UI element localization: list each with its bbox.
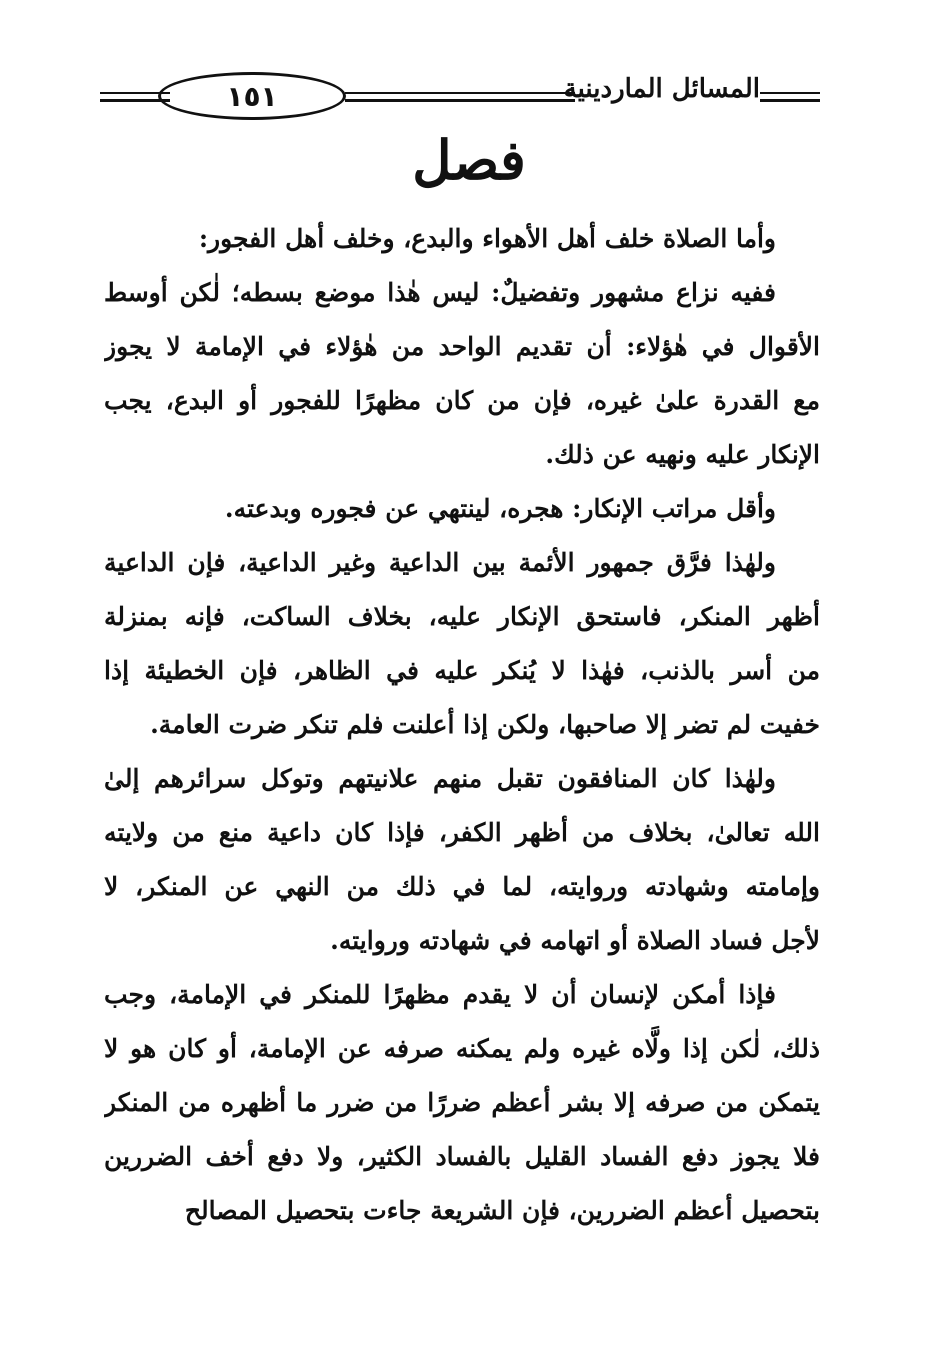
- page-number: ١٥١: [226, 79, 278, 113]
- paragraph: [104, 266, 820, 482]
- text-line: مع القدرة علىٰ غيره، فإن من كان مظهرًا للفجور أو البدع، يجب: [104, 386, 820, 415]
- running-header: [100, 72, 820, 128]
- text-line: ولهٰذا فرَّق جمهور الأئمة بين الداعية وغير الداعية، فإن الداعية: [104, 548, 776, 577]
- text-line: وأقل مراتب الإنكار: هجره، لينتهي عن فجوره وبدعته.: [224, 494, 776, 523]
- paragraph: [104, 752, 820, 968]
- text-line: ففيه نزاع مشهور وتفضيلٌ: ليس هٰذا موضع بسطه؛ لٰكن أوسط: [104, 278, 776, 307]
- header-rule-right: [760, 92, 820, 94]
- text-line: الإنكار عليه ونهيه عن ذلك.: [545, 440, 820, 469]
- text-line: فإذا أمكن لإنسان أن لا يقدم مظهرًا للمنكر في الإمامة، وجب: [104, 980, 776, 1009]
- section-heading: فصل: [412, 128, 526, 192]
- page-number-oval: [158, 72, 346, 120]
- text-line: أظهر المنكر، فاستحق الإنكار عليه، بخلاف الساكت، فإنه بمنزلة: [104, 602, 820, 631]
- text-line: ذلك، لٰكن إذا ولَّاه غيره ولم يمكنه صرفه عن الإمامة، أو كان هو لا: [104, 1034, 820, 1063]
- text-line: وإمامته وشهادته وروايته، لما في ذلك من النهي عن المنكر، لا: [104, 872, 820, 901]
- paragraph: [104, 482, 820, 536]
- header-rule-middle: [345, 92, 575, 94]
- text-line: الله تعالىٰ، بخلاف من أظهر الكفر، فإذا كان داعية منع من ولايته: [104, 818, 820, 847]
- paragraph: [104, 968, 820, 1238]
- text-line: فلا يجوز دفع الفساد القليل بالفساد الكثير، ولا دفع أخف الضررين: [104, 1142, 820, 1171]
- paragraph: [104, 536, 820, 752]
- text-line: بتحصيل أعظم الضررين، فإن الشريعة جاءت بتحصيل المصالح: [184, 1196, 820, 1225]
- text-line: وأما الصلاة خلف أهل الأهواء والبدع، وخلف أهل الفجور:: [198, 224, 776, 253]
- text-line: الأقوال في هٰؤلاء: أن تقديم الواحد من هٰؤلاء في الإمامة لا يجوز: [104, 332, 820, 361]
- body-text: [104, 212, 820, 1238]
- text-line: من أسر بالذنب، فهٰذا لا يُنكر عليه في الظاهر، فإن الخطيئة إذا: [104, 656, 820, 685]
- text-line: ولهٰذا كان المنافقون تقبل منهم علانيتهم وتوكل سرائرهم إلىٰ: [104, 764, 776, 793]
- text-line: خفيت لم تضر إلا صاحبها، ولكن إذا أعلنت فلم تنكر ضرت العامة.: [150, 710, 820, 739]
- running-title: المسائل الماردينية: [563, 74, 760, 104]
- text-line: يتمكن من صرفه إلا بشر أعظم ضررًا من ضرر ما أظهره من المنكر: [104, 1088, 820, 1117]
- text-line: لأجل فساد الصلاة أو اتهامه في شهادته وروايته.: [330, 926, 820, 955]
- paragraph: [104, 212, 820, 266]
